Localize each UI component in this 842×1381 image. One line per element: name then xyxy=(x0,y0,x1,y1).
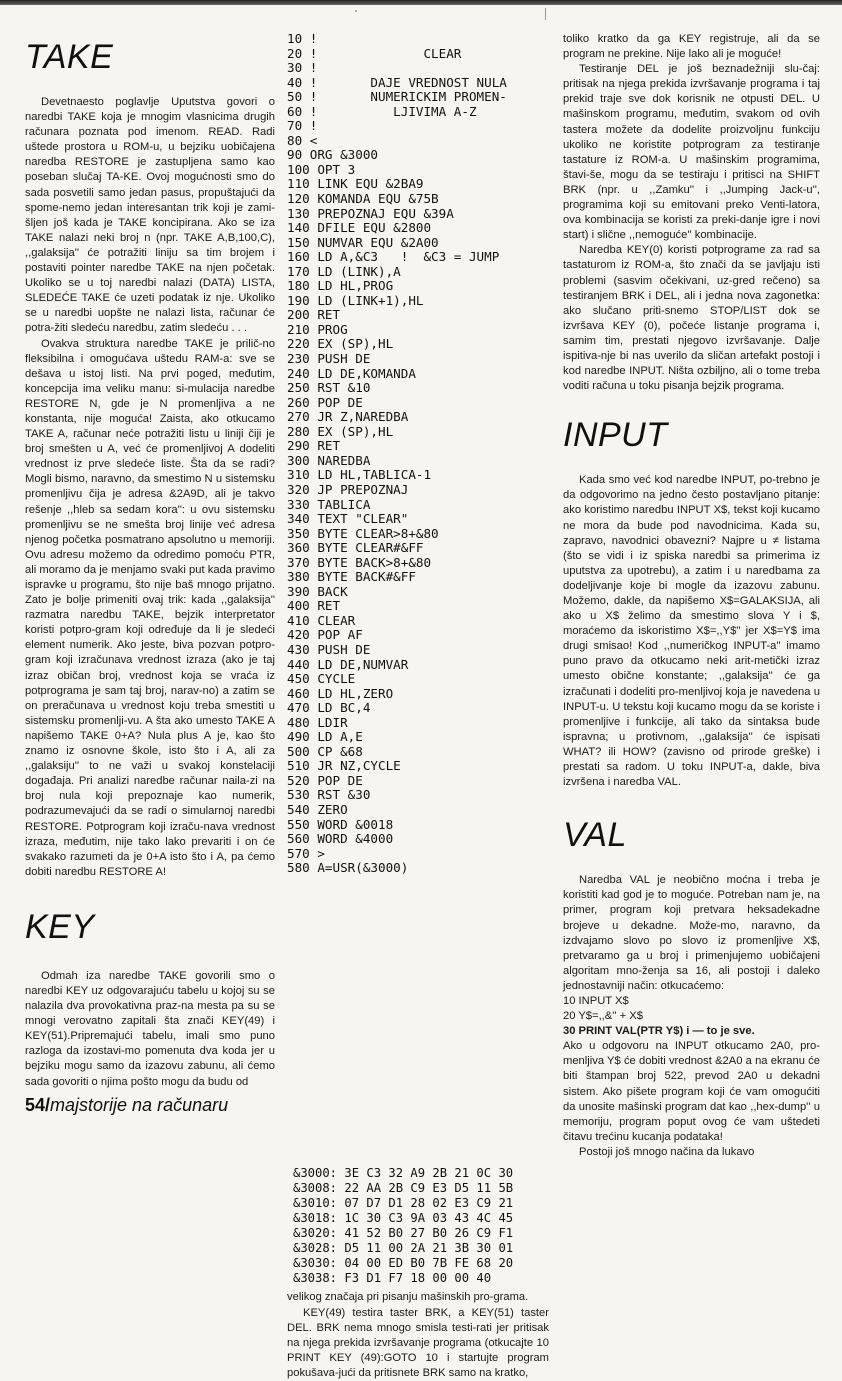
listing-line: 500 CP &68 xyxy=(287,743,363,759)
hexdump-line: &3018: 1C 30 C3 9A 03 43 4C 45 xyxy=(293,1211,514,1225)
listing-line: 20 ! CLEAR xyxy=(287,45,462,61)
listing-line: 310 LD HL,TABLICA-1 xyxy=(287,467,432,483)
listing-line: 430 PUSH DE xyxy=(287,641,371,657)
listing-line: 260 POP DE xyxy=(287,394,363,410)
listing-line: 540 ZERO xyxy=(287,801,348,817)
listing-line: 250 RST &10 xyxy=(287,380,371,396)
listing-line: 560 WORD &4000 xyxy=(287,831,394,847)
listing-line: 100 OPT 3 xyxy=(287,161,356,177)
page-footer xyxy=(25,1095,228,1116)
section-title-val: VAL xyxy=(563,816,627,855)
hexdump-line: &3038: F3 D1 F7 18 00 00 40 xyxy=(293,1271,492,1286)
middle-column xyxy=(287,0,549,1381)
listing-line: 400 RET xyxy=(287,598,341,614)
listing-line: 10 ! xyxy=(287,31,318,46)
hexdump-line: &3000: 3E C3 32 A9 2B 21 0C 30 xyxy=(293,1165,514,1180)
print-mark xyxy=(545,8,546,20)
listing-line: 480 LDIR xyxy=(287,714,348,730)
listing-line: 80 < xyxy=(287,132,318,148)
print-speck xyxy=(355,10,357,12)
listing-line: 380 BYTE BACK#&FF xyxy=(287,569,416,585)
listing-line: 340 TEXT "CLEAR" xyxy=(287,511,409,527)
listing-line: 450 CYCLE xyxy=(287,671,356,687)
listing-line: 170 LD (LINK),A xyxy=(287,263,401,279)
page-number: 54/ xyxy=(25,1095,51,1115)
listing-line: 120 KOMANDA EQU &75B xyxy=(287,191,439,207)
val-paragraph: Naredba VAL je neobično moćna i treba je koristiti kad god je to moguće. Potreban nam je, na primer, program koji pretvara heksadekadne brojeve u dekadne. Može-mo, naravno, da izdvajamo slovo po slovo iz promenljive X$, pretvaramo ga u broj i primenjujemo uobičajeni algoritam mno-ženja sa 16, ali postoji i daleko jednostavniji način: otkucaćemo: xyxy=(563,874,820,992)
listing-line: 60 ! LJIVIMA A-Z xyxy=(287,103,477,119)
listing-line: 570 > xyxy=(287,845,325,861)
left-column xyxy=(25,0,275,1090)
listing-line: 70 ! xyxy=(287,118,318,134)
listing-line: 150 NUMVAR EQU &2A00 xyxy=(287,234,439,250)
hex-dump xyxy=(293,1166,549,1287)
section-title-key: KEY xyxy=(25,907,95,946)
listing-line: 290 RET xyxy=(287,438,341,454)
hexdump-line: &3008: 22 AA 2B C9 E3 D5 11 5B xyxy=(293,1180,514,1195)
listing-line: 210 PROG xyxy=(287,321,348,337)
val-code-line-20: 20 Y$=,,&'' + X$ xyxy=(563,1010,643,1023)
listing-line: 190 LD (LINK+1),HL xyxy=(287,292,424,308)
listing-line: 200 RET xyxy=(287,307,341,323)
val-code-line-30: 30 PRINT VAL(PTR Y$) i — to je sve. xyxy=(563,1025,755,1038)
section-title-take: TAKE xyxy=(25,38,114,76)
listing-line: 350 BYTE CLEAR>8+&80 xyxy=(287,525,439,541)
listing-line: 530 RST &30 xyxy=(287,787,371,803)
listing-line: 130 PREPOZNAJ EQU &39A xyxy=(287,205,454,221)
val-paragraph-last: Postoji još mnogo načina da lukavo xyxy=(579,1145,755,1158)
listing-line: 40 ! DAJE VREDNOST NULA xyxy=(287,74,507,90)
listing-line: 320 JP PREPOZNAJ xyxy=(287,481,409,497)
section-title-input: INPUT xyxy=(563,416,668,455)
hexdump-line: &3028: D5 11 00 2A 21 3B 30 01 xyxy=(293,1241,514,1256)
listing-line: 370 BYTE BACK>8+&80 xyxy=(287,554,432,570)
listing-line: 550 WORD &0018 xyxy=(287,816,394,832)
listing-line: 140 DFILE EQU &2800 xyxy=(287,220,432,236)
magazine-title: majstorije na računaru xyxy=(50,1095,229,1115)
key-paragraph-5: Testiranje DEL je još beznadežniji slu-čaj: pritisak na njega prekida izvršavanje programa i taj prekid traje sve dok korisnik ne otpusti DEL. U mašinskom programu, međutim, svakom od ovih tastera možete da dodelite proizvoljnu funkciju ukoliko ne koristite potprogram za testiranje tastature iz ROM-a. U mašinskim programima, štavi-še, mogu da se testiraju i pritisci na SHIFT BRK (npr. u ,,Zamku'' i ,,Jumping Jack-u'', programima koji su emitovani preko Venti-latora, ova kombinacija se koristi za preki-danje igre i novi start) i slične ,,nemoguće'' kombinacije. xyxy=(563,63,820,242)
key-paragraph-4: toliko kratko da ga KEY registruje, ali da se program ne prekine. Nije lako ali je moguće! xyxy=(563,33,820,61)
listing-line: 180 LD HL,PROG xyxy=(287,278,394,294)
listing-line: 460 LD HL,ZERO xyxy=(287,685,394,701)
hexdump-line: &3010: 07 D7 D1 28 02 E3 C9 21 xyxy=(293,1195,514,1210)
listing-line: 240 LD DE,KOMANDA xyxy=(287,365,416,381)
listing-line: 230 PUSH DE xyxy=(287,351,371,367)
listing-line: 510 JR NZ,CYCLE xyxy=(287,758,401,774)
listing-line: 330 TABLICA xyxy=(287,496,371,512)
listing-line: 160 LD A,&C3 ! &C3 = JUMP xyxy=(287,249,500,265)
input-paragraph: Kada smo već kod naredbe INPUT, po-trebno je da odgovorimo na jedno često postavljano pitanje: ako koristimo naredbu INPUT X$, tekst koji kucamo ne mora da bude pod navodnicima. Kada su, zapravo, navodnici obavezni? Najpre u ≠ listama (što se vidi i iz spiska naredbi sa primerima iz uputstva za upotrebu), a zatim i u naredbama za dodeljivanje koje bi mogle da izazovu zabunu. Možemo, dakle, da napišemo X$=GALAKSIJA, ali ako u X$ želimo da smestimo slova Y i $, moraćemo da iskoristimo X$=,,Y$'' jer X$=Y$ ima drugi smisao! Kod ,,numeričkog INPUT-a'' imamo puno pravo da otkucamo neki arit-metički izraz umesto obične konstante; ,,galaksija'' će ga izračunati i dodeliti pro-menljivoj koja je navedena u INPUT-u. U tekstu koji kucamo mogu da se koriste i promenljive i funkcije, ali tako da sintaksa bude ispravna; u protivnom, ,,galaksija'' će ispisati WHAT? ili HOW? (zavisno od prirode greške) i prestati sa radom. U toku INPUT-a, dakle, biva izvršena i naredba VAL. xyxy=(563,474,820,789)
hexdump-line: &3030: 04 00 ED B0 7B FE 68 20 xyxy=(293,1256,514,1271)
listing-line: 30 ! xyxy=(287,60,318,76)
val-paragraph-after: Ako u odgovoru na INPUT otkucamo 2A0, pro-menljiva Y$ će dobiti vrednost &2A0 a na ekranu će biti štampan broj 522, prevod 2A0 u dekadni sistem. Ako pišete program koji će vam omogućiti da unosite mašinski program dat kao ,,hex-dump'' u memoriju, program poput ovog će vam uštedeti čitavu trećinu kucanja podataka! xyxy=(563,1040,820,1143)
listing-line: 360 BYTE CLEAR#&FF xyxy=(287,540,424,556)
listing-line: 580 A=USR(&3000) xyxy=(287,860,409,876)
listing-line: 50 ! NUMERICKIM PROMEN- xyxy=(287,89,507,105)
take-paragraph-2: Ovakva struktura naredbe TAKE je prilič-no fleksibilna i omogućava uštedu RAM-a: sve se dešava u istoj listi. Na prvi poged, međutim, koncepcija ima veliku manu: si-mulacija naredbe RESTORE N, gde je N promenljiva a ne konstanta, nije moguća! Zaista, ako otkucamo TAKE A, računar neće potražiti listu u liniji čiji je broj smešten u A, već će promenljivoj A dodeliti vrednost iz prve sledeće liste. Šta da se radi? Mogli bismo, naravno, da smestimo N u sistemsku promenljivu čija je adresa &2A9D, ali je takvo rešenje ,,hleb sa sedam kora'': u ovu sistemsku promenljivu se ne smešta broj linije već adresa njenog početka posmatrano apsolutno u memoriji. Ovu adresu možemo da odredimo pomoću PTR, ali moramo da je menjamo svaki put kada pravimo ispravke u programu, što nije baš mnogo prijatno. Zato je bolje primeniti ovaj trik: kada ,,galaksija'' razmatra naredbu TAKE, bejzik interpretator koristi potpro-gram koji određuje da li je sledeći element numerik. Ako jeste, biva pozvan potpro-gram koji izračunava vrednost izraza (ako je taj izraz običan broj, vrednost koja se vraća iz potprograma je sam taj broj, narav-no) a zatim se on preračunava u vrednost koju treba smestiti u sistemsku promenlji-vu. A šta ako umesto TAKE A napišemo TAKE 0+A? Nula plus A je, kao što znamo iz osnovne škole, isto što i A, ali za ,,galaksiju'' to ne važi u svakoj konstelaciji događaja. Pri analizi naredbe računar naila-zi na broj nula koji prepoznaje kao numerik, podrazumevajući da se radi o simularnoj naredbi RESTORE. Potprogram koji izraču-nava vrednost izraza, međutim, nije tako lako prevariti i on će svakako razumeti da je 0+A isto što i A, pa ćemo dobiti naredbu RESTORE A! xyxy=(25,337,275,878)
key-paragraph-6: Naredba KEY(0) koristi potprograme za rad sa tastaturom iz ROM-a, što znači da se javljaju isti problemi (sasvim očekivani, uz-gred rečeno) sa testiranjem BRK i DEL, ali i jedna nova zagonetka: ako slučano priti-snemo STOP/LIST dok se izvršava KEY (0), počeće listanje programa i, samim tim, prestati njegovo izvršavanje. Dalje ispitiva-nje bi nas uverilo da sličan artefakt postoji i kod naredbe INPUT. Ništa ozbiljno, ali o tome treba voditi računa u toku pisanja bejzik programa. xyxy=(563,244,820,393)
listing-line: 270 JR Z,NAREDBA xyxy=(287,409,409,425)
listing-line: 280 EX (SP),HL xyxy=(287,423,394,439)
assembly-listing xyxy=(287,32,549,876)
listing-line: 110 LINK EQU &2BA9 xyxy=(287,176,424,192)
listing-line: 470 LD BC,4 xyxy=(287,700,371,716)
listing-line: 220 EX (SP),HL xyxy=(287,336,394,352)
hexdump-line: &3020: 41 52 B0 27 B0 26 C9 F1 xyxy=(293,1226,514,1241)
key-paragraph-1: Odmah iza naredbe TAKE govorili smo o naredbi KEY uz odgovarajuću tabelu u kojoj su se nalazila dva provokativna praz-na mesta pa su se mnogi verovatno zapitali šta znači KEY(49) i KEY(51).Pripremajući tabelu, imali smo puno razloga da izostavi-mo pomenuta dva koda jer u bejziku mogu samo da izazovu zabunu, ali ćemo sada govoriti o njima pošto mogu da budu od xyxy=(25,969,275,1088)
key-paragraph-2: velikog značaja pri pisanju mašinskih pro-grama. xyxy=(287,1291,529,1304)
key-paragraph-3: KEY(49) testira taster BRK, a KEY(51) taster DEL. BRK nema mnogo smisla testi-rati jer pritisak na njega prekida izvršavanje programa (otkucajte 10 PRINT KEY (49):GOTO 10 i startujte program pokušava-jući da pritisnete BRK samo na kratko, xyxy=(287,1306,549,1379)
listing-line: 410 CLEAR xyxy=(287,612,356,628)
listing-line: 300 NAREDBA xyxy=(287,452,371,468)
listing-line: 90 ORG &3000 xyxy=(287,147,378,163)
listing-line: 440 LD DE,NUMVAR xyxy=(287,656,409,672)
val-code-line-10: 10 INPUT X$ xyxy=(563,994,629,1007)
listing-line: 420 POP AF xyxy=(287,627,363,643)
take-paragraph-1: Devetnaesto poglavlje Uputstva govori o naredbi TAKE koja je mnogim vlasnicima drugih računara poznata pod imenom. READ. Radi uštede prostora u ROM-u, u bejziku uobičajena naredba RESTORE je zastupljena samo kao poseban slučaj TA-KE. Ovoj mogućnosti smo do sada posvetili samo jedan pasus, propuštajući da spome-nemo jedan interesantan trik koji je zami-šljen još kada je TAKE koncipirana. Ako se iza TAKE nalazi neki broj n (npr. TAKE A,B,100,C), ,,galaksija'' će potražiti liniju sa tim brojem i postaviti pointer naredbe TAKE na njen početak. Ukoliko se u toj naredbi nalazi (DATA) LISTA, SLEDEĆE TAKE će uzeti podatak iz nje. Ukoliko se u naredbi uopšte ne nalazi lista, računar će potra-žiti sledeću naredbu, zatim sledeću . . . xyxy=(25,96,275,335)
right-column xyxy=(563,0,820,1160)
listing-line: 490 LD A,E xyxy=(287,729,363,745)
listing-line: 390 BACK xyxy=(287,583,348,599)
listing-line: 520 POP DE xyxy=(287,772,363,788)
